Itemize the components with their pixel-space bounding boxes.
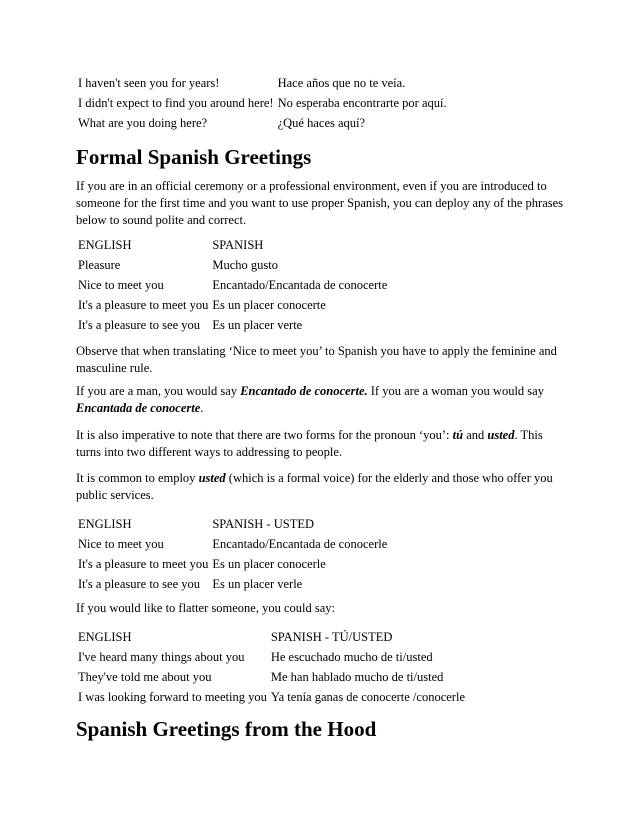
emphasis-usted: usted [198, 471, 226, 485]
heading-formal-greetings: Formal Spanish Greetings [76, 145, 312, 169]
table-cell-spanish: ¿Qué haces aquí? [277, 116, 366, 130]
table-cell-spanish: Es un placer verte [212, 318, 303, 332]
table-row [76, 315, 389, 335]
emphasis-usted: usted [487, 428, 515, 442]
table-header-english: ENGLISH [78, 238, 132, 252]
table-usted-phrases [76, 514, 566, 594]
table-cell-english: It's a pleasure to meet you [78, 557, 209, 571]
paragraph-observe: Observe that when translating ‘Nice to meet you’ to Spanish you have to apply the feminine and masculine rule. [76, 344, 557, 375]
table-header-row [76, 627, 467, 647]
heading-hood-greetings: Spanish Greetings from the Hood [76, 717, 377, 741]
table-row [76, 574, 389, 594]
table-cell-english: Nice to meet you [78, 278, 164, 292]
paragraph-usted [76, 470, 566, 504]
table-cell-english: They've told me about you [78, 670, 212, 684]
table-cell-spanish: Hace años que no te veía. [277, 76, 406, 90]
table-row [76, 255, 389, 275]
table-row [76, 687, 467, 707]
text-run: . This turns into two different ways to addressing to people. [76, 428, 543, 459]
table-header-english: ENGLISH [78, 517, 132, 531]
table-row [76, 275, 389, 295]
emphasis-encantada: Encantada de conocerte [76, 401, 201, 415]
table-cell-spanish: Mucho gusto [212, 258, 278, 272]
emphasis-tu: tú [452, 428, 464, 442]
table-cell-english: What are you doing here? [78, 116, 208, 130]
table-cell-english: I was looking forward to meeting you [78, 690, 267, 704]
table-row [76, 295, 389, 315]
text-run: (which is a formal voice) for the elderly and those who offer you public services. [76, 471, 553, 502]
text-run: If you are a man, you would say [76, 384, 241, 398]
table-cell-spanish: No esperaba encontrarte por aquí. [277, 96, 447, 110]
table-cell-english: It's a pleasure to meet you [78, 298, 209, 312]
paragraph-flatter: If you would like to flatter someone, you could say: [76, 601, 335, 615]
table-row [76, 554, 389, 574]
table-cell-spanish: Es un placer conocerte [212, 298, 326, 312]
table-row [76, 534, 389, 554]
text-run: It is common to employ [76, 471, 199, 485]
table-header-english: ENGLISH [78, 630, 132, 644]
table-cell-english: I haven't seen you for years! [78, 76, 220, 90]
table-cell-spanish: Ya tenía ganas de conocerte /conocerle [270, 690, 465, 704]
table-row [76, 113, 449, 133]
table-header-row [76, 514, 389, 534]
table-header-spanish: SPANISH [212, 238, 264, 252]
table-cell-english: It's a pleasure to see you [78, 318, 201, 332]
table-flatter-phrases [76, 627, 566, 707]
emphasis-encantado: Encantado de conocerte. [240, 384, 368, 398]
table-header-spanish: SPANISH - TÚ/USTED [270, 630, 393, 644]
table-header-row [76, 235, 389, 255]
table-row [76, 93, 449, 113]
table-cell-spanish: Encantado/Encantada de conocerte [212, 278, 388, 292]
table-cell-spanish: Me han hablado mucho de ti/usted [270, 670, 444, 684]
text-run: . [200, 401, 204, 415]
table-row [76, 647, 467, 667]
table-cell-spanish: Encantado/Encantada de conocerle [212, 537, 388, 551]
table-cell-spanish: He escuchado mucho de ti/usted [270, 650, 433, 664]
paragraph-man-woman [76, 383, 566, 417]
table-row [76, 73, 449, 93]
table-intro [76, 73, 566, 133]
table-header-spanish: SPANISH - USTED [212, 517, 314, 531]
text-run: It is also imperative to note that there are two forms for the pronoun ‘you’: [76, 428, 453, 442]
table-cell-english: It's a pleasure to see you [78, 577, 201, 591]
table-cell-english: I've heard many things about you [78, 650, 245, 664]
table-cell-english: Nice to meet you [78, 537, 164, 551]
paragraph-formal-intro: If you are in an official ceremony or a professional environment, even if you are introduced to someone for the first time and you want to use proper Spanish, you can deploy any of the phrases below to sound polite and correct. [76, 179, 564, 227]
table-cell-english: I didn't expect to find you around here! [78, 96, 274, 110]
paragraph-pronoun [76, 427, 566, 461]
text-run: and [463, 428, 488, 442]
table-formal-phrases [76, 235, 566, 335]
table-row [76, 667, 467, 687]
table-cell-english: Pleasure [78, 258, 121, 272]
table-cell-spanish: Es un placer conocerle [212, 557, 326, 571]
table-cell-spanish: Es un placer verle [212, 577, 303, 591]
text-run: If you are a woman you would say [367, 384, 544, 398]
